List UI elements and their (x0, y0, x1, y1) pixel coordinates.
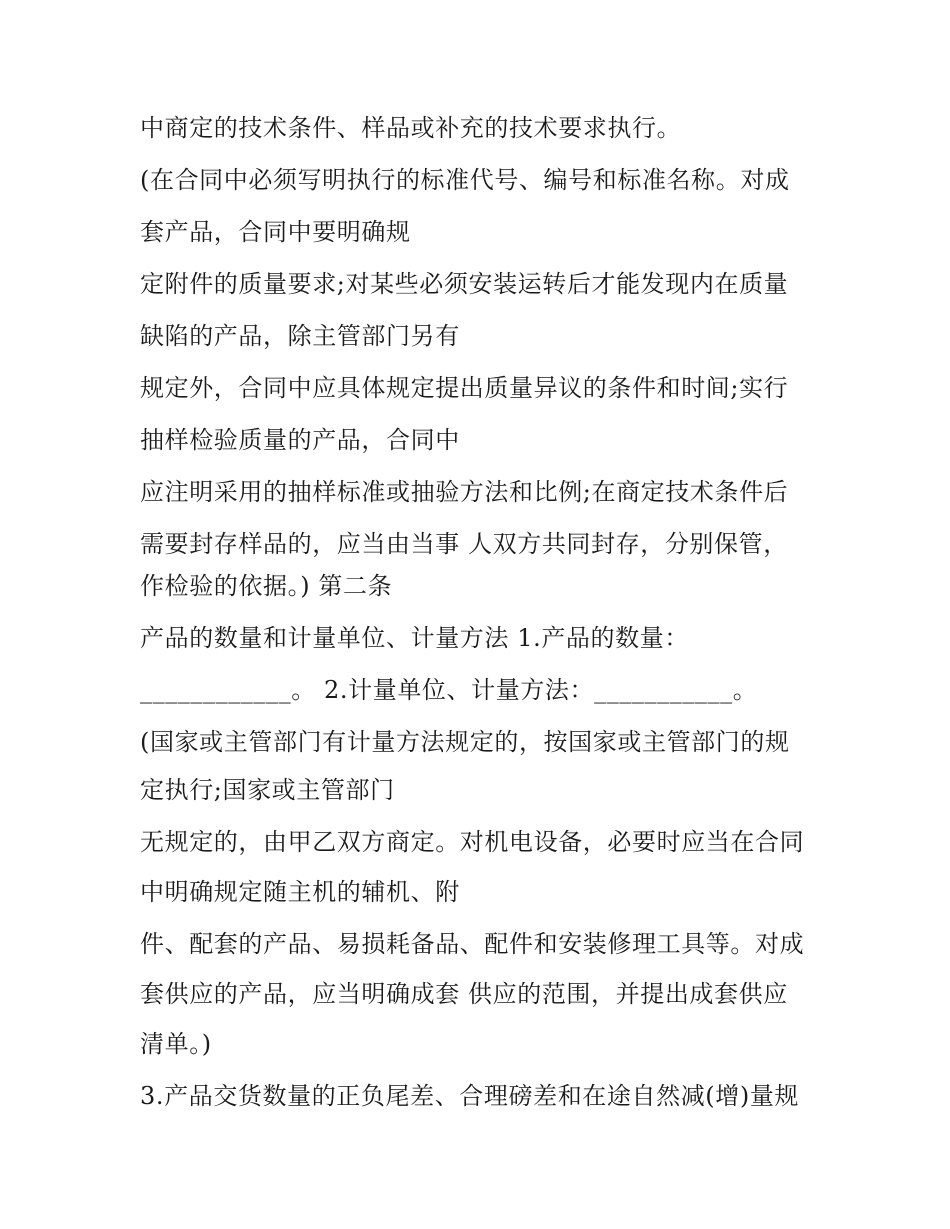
text-line: 应注明采用的抽样标准或抽验方法和比例;在商定技术条件后 (140, 478, 789, 506)
text-line: 定执行;国家或主管部门 (140, 776, 395, 804)
text-line: 套供应的产品，应当明确成套 供应的范围，并提出成套供应 (140, 980, 788, 1008)
text-line: 作检验的依据。) 第二条 (140, 572, 393, 600)
text-line: 3.产品交货数量的正负尾差、合理磅差和在途自然减(增)量规 (140, 1082, 800, 1110)
text-line: 清单。) (140, 1030, 212, 1058)
text-line: 中商定的技术条件、样品或补充的技术要求执行。 (140, 114, 682, 142)
text-line: 无规定的，由甲乙双方商定。对机电设备，必要时应当在合同 (140, 828, 805, 856)
text-line: 产品的数量和计量单位、计量方法 1.产品的数量： (140, 624, 689, 652)
text-line: 缺陷的产品，除主管部门另有 (140, 322, 460, 350)
text-line: 套产品，合同中要明确规 (140, 218, 411, 246)
text-line: 中明确规定随主机的辅机、附 (140, 878, 460, 906)
text-line: 定附件的质量要求;对某些必须安装运转后才能发现内在质量 (140, 270, 789, 298)
text-line: ____________。 2.计量单位、计量方法：___________。 (140, 676, 758, 704)
text-line: (国家或主管部门有计量方法规定的，按国家或主管部门的规 (140, 728, 790, 756)
text-line: 规定外，合同中应具体规定提出质量异议的条件和时间;实行 (140, 374, 789, 402)
text-line: 抽样检验质量的产品，合同中 (140, 426, 460, 454)
text-line: (在合同中必须写明执行的标准代号、编号和标准名称。对成 (140, 166, 790, 194)
text-line: 件、配套的产品、易损耗备品、配件和安装修理工具等。对成 (140, 930, 805, 958)
text-line: 需要封存样品的，应当由当事 人双方共同封存，分别保管， (140, 530, 788, 558)
